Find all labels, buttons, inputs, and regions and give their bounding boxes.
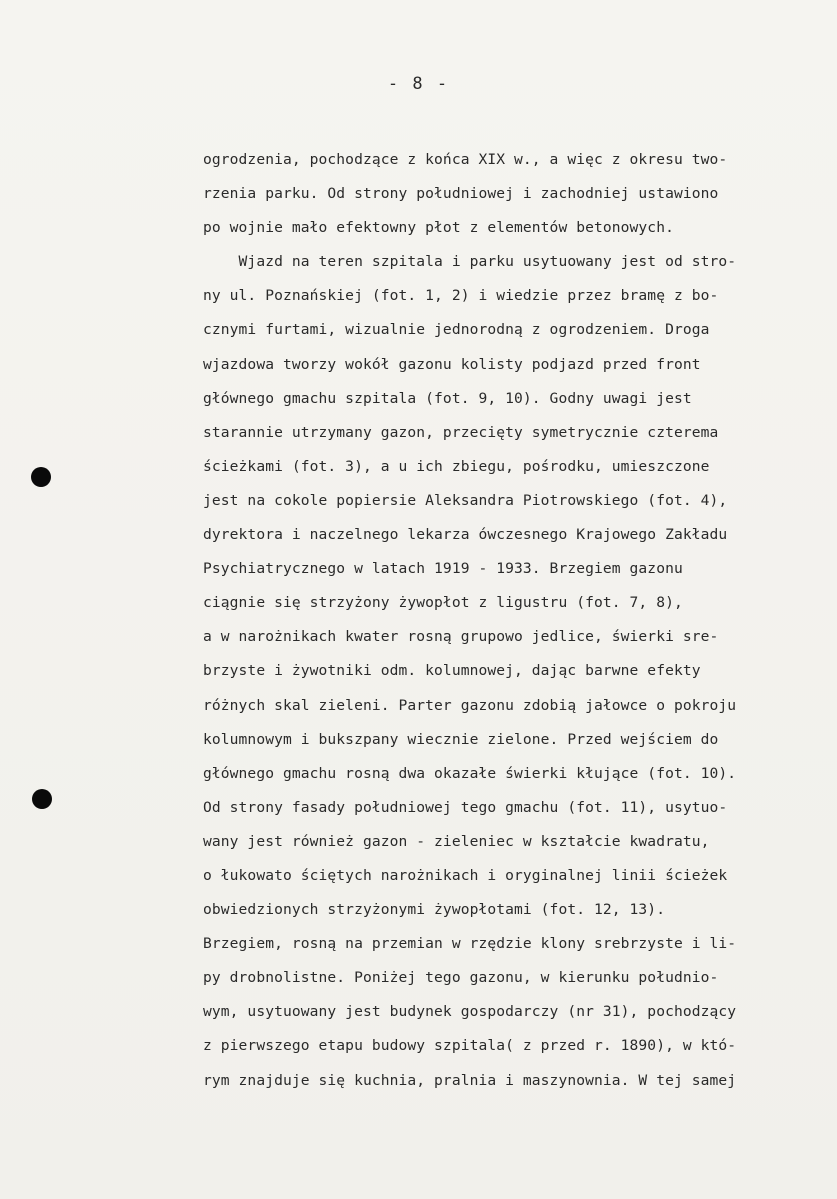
text-line: głównego gmachu szpitala (fot. 9, 10). Godny uwagi jest	[203, 389, 692, 407]
text-line: rym znajduje się kuchnia, pralnia i maszynownia. W tej samej	[203, 1071, 737, 1089]
text-line: z pierwszego etapu budowy szpitala( z przed r. 1890), w któ-	[203, 1037, 737, 1055]
punch-hole-upper	[31, 467, 51, 487]
text-line: wjazdowa tworzy wokół gazonu kolisty podjazd przed front	[203, 355, 701, 373]
page-number: - 8 -	[387, 74, 450, 94]
text-line: py drobnolistne. Poniżej tego gazonu, w kierunku południo-	[203, 969, 719, 987]
text-line: Psychiatrycznego w latach 1919 - 1933. Brzegiem gazonu	[203, 560, 683, 578]
text-line: kolumnowym i bukszpany wiecznie zielone. Przed wejściem do	[203, 730, 719, 748]
text-line: brzyste i żywotniki odm. kolumnowej, dając barwne efekty	[203, 662, 701, 680]
text-line: obwiedzionych strzyżonymi żywopłotami (fot. 12, 13).	[203, 901, 666, 919]
punch-hole-lower	[32, 789, 52, 809]
text-line: po wojnie mało efektowny płot z elementów betonowych.	[203, 219, 674, 237]
text-line: ścieżkami (fot. 3), a u ich zbiegu, pośrodku, umieszczone	[203, 457, 710, 475]
text-line: głównego gmachu rosną dwa okazałe świerki kłujące (fot. 10).	[203, 764, 737, 782]
text-line: Od strony fasady południowej tego gmachu (fot. 11), usytuo-	[203, 798, 728, 816]
text-line: jest na cokole popiersie Aleksandra Piotrowskiego (fot. 4),	[203, 491, 728, 509]
text-line: ny ul. Poznańskiej (fot. 1, 2) i wiedzie przez bramę z bo-	[203, 287, 719, 305]
text-line: Brzegiem, rosną na przemian w rzędzie klony srebrzyste i li-	[203, 935, 737, 953]
text-line: o łukowato ściętych narożnikach i oryginalnej linii ścieżek	[203, 866, 728, 884]
text-line: ogrodzenia, pochodzące z końca XIX w., a więc z okresu two-	[203, 151, 728, 168]
text-line: wany jest również gazon - zieleniec w kształcie kwadratu,	[203, 832, 710, 850]
text-line: cznymi furtami, wizualnie jednorodną z ogrodzeniem. Droga	[203, 321, 710, 339]
text-line: dyrektora i naczelnego lekarza ówczesnego Krajowego Zakładu	[203, 526, 728, 544]
text-line: ciągnie się strzyżony żywopłot z ligustru (fot. 7, 8),	[203, 594, 683, 612]
text-line: różnych skal zieleni. Parter gazonu zdobią jałowce o pokroju	[203, 696, 737, 714]
text-line: Wjazd na teren szpitala i parku usytuowany jest od stro-	[203, 253, 737, 271]
typewritten-text-block	[203, 143, 829, 1098]
text-line: a w narożnikach kwater rosną grupowo jedlice, świerki sre-	[203, 628, 719, 646]
text-line: rzenia parku. Od strony południowej i zachodniej ustawiono	[203, 185, 719, 203]
text-line: wym, usytuowany jest budynek gospodarczy (nr 31), pochodzący	[203, 1003, 737, 1021]
text-line: starannie utrzymany gazon, przecięty symetrycznie czterema	[203, 423, 719, 441]
